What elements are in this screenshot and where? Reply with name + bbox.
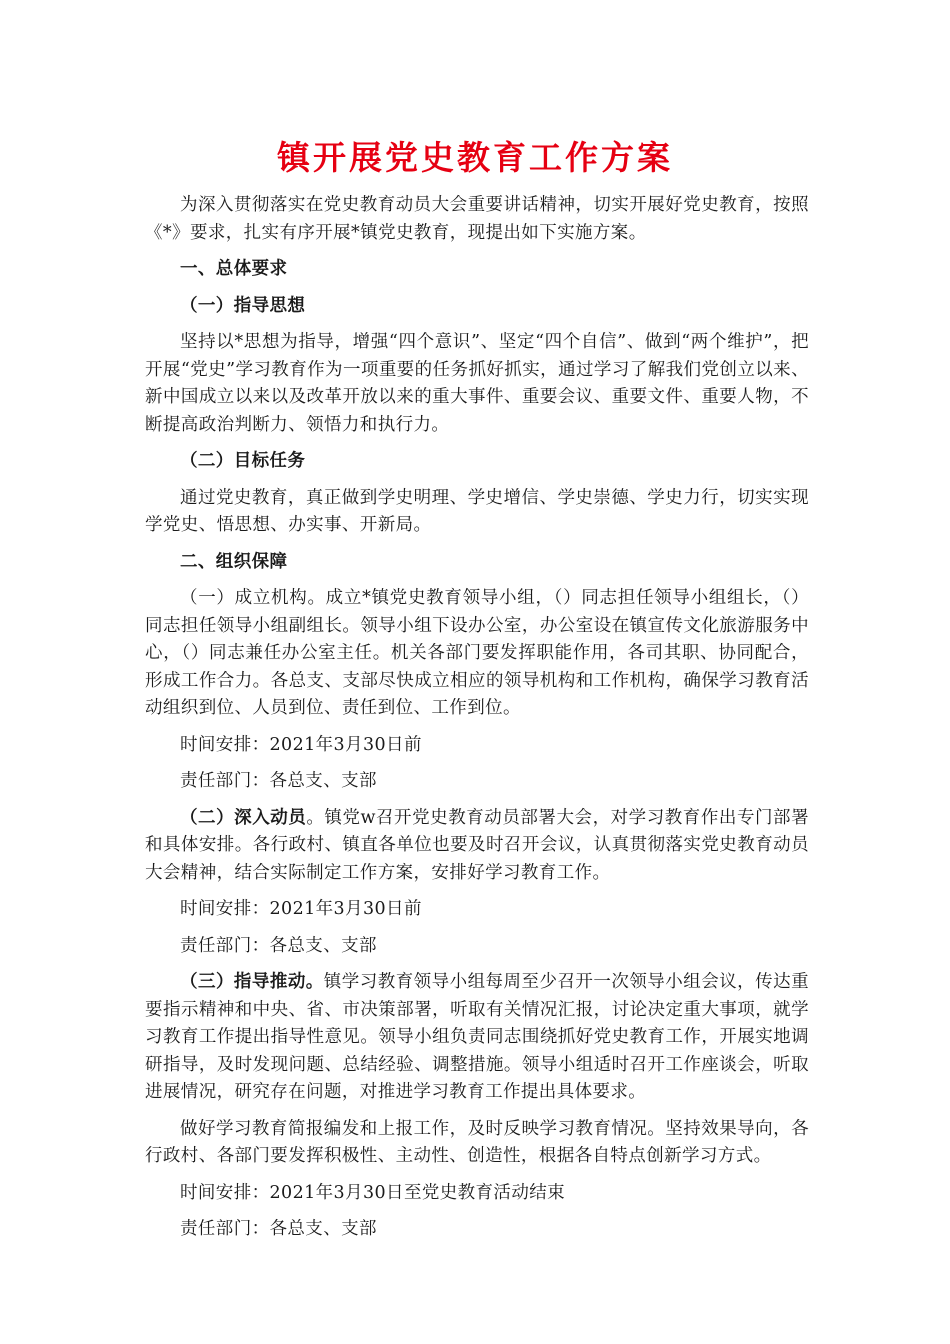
document-title: 镇开展党史教育工作方案 xyxy=(277,138,673,177)
guiding-thought-paragraph: 坚持以*思想为指导，增强“四个意识”、坚定“四个自信”、做到“两个维护”，把开展“党史”学习教育作为一项重要的任务抓好抓实，通过学习了解我们党创立以来、新中国成立以来以及改革开放以来的重大事件、重要会议、重要文件、重要人物，不断提高政治判断力、领悟力和执行力。 xyxy=(145,332,809,435)
mobilization-lead: （二）深入动员 xyxy=(180,807,307,828)
establish-agency-paragraph: （一）成立机构。成立*镇党史教育领导小组，（）同志担任领导小组组长，（）同志担任领导小组副组长。领导小组下设办公室，办公室设在镇宣传文化旅游服务中心，（）同志兼任办公室主任。机关各部门要发挥职能作用，各司其职、协同配合，形成工作合力。各总支、支部尽快成立相应的领导机构和工作机构，确保学习教育活动组织到位、人员到位、责任到位、工作到位。 xyxy=(145,588,809,718)
subsection-heading-goals: （二）目标任务 xyxy=(180,451,306,471)
document-body xyxy=(145,192,809,1253)
intro-paragraph: 为深入贯彻落实在党史教育动员大会重要讲话精神，切实开展好党史教育，按照《*》要求，扎实有序开展*镇党史教育，现提出如下实施方案。 xyxy=(145,195,809,243)
guidance-text: 镇学习教育领导小组每周至少召开一次领导小组会议，传达重要指示精神和中央、省、市决策部署，听取有关情况汇报，讨论决定重大事项，就学习教育工作提出指导性意见。领导小组负责同志围绕抓好党史教育工作，开展实地调研指导，及时发现问题、总结经验、调整措施。领导小组适时召开工作座谈会，听取进展情况，研究存在问题，对推进学习教育工作提出具体要求。 xyxy=(145,972,809,1102)
mobilization-paragraph xyxy=(145,805,809,888)
guidance-paragraph xyxy=(145,969,809,1107)
briefing-paragraph: 做好学习教育简报编发和上报工作，及时反映学习教育情况。坚持效果导向，各行政村、各部门要发挥积极性、主动性、创造性，根据各自特点创新学习方式。 xyxy=(145,1118,809,1166)
goals-paragraph: 通过党史教育，真正做到学史明理、学史增信、学史崇德、学史力行，切实实现学党史、悟思想、办实事、开新局。 xyxy=(145,487,809,535)
schedule-line-2: 时间安排：2021年3月30日前 xyxy=(180,899,422,919)
responsible-dept-line-3: 责任部门：各总支、支部 xyxy=(180,1219,377,1239)
subsection-heading-guiding-thought: （一）指导思想 xyxy=(180,295,306,316)
schedule-line-3: 时间安排：2021年3月30日至党史教育活动结束 xyxy=(180,1182,566,1203)
guidance-lead: （三）指导推动。 xyxy=(180,972,324,992)
section-heading-organization: 二、组织保障 xyxy=(180,551,288,572)
responsible-dept-line-1: 责任部门：各总支、支部 xyxy=(180,771,377,791)
mobilization-text: 。镇党w召开党史教育动员部署大会，对学习教育作出专门部署和具体安排。各行政村、镇直各单位也要及时召开会议，认真贯彻落实党史教育动员大会精神，结合实际制定工作方案，安排好学习教育工作。 xyxy=(145,807,809,883)
section-heading-general-requirements: 一、总体要求 xyxy=(180,259,288,279)
responsible-dept-line-2: 责任部门：各总支、支部 xyxy=(180,935,377,956)
schedule-line-1: 时间安排：2021年3月30日前 xyxy=(180,734,422,755)
